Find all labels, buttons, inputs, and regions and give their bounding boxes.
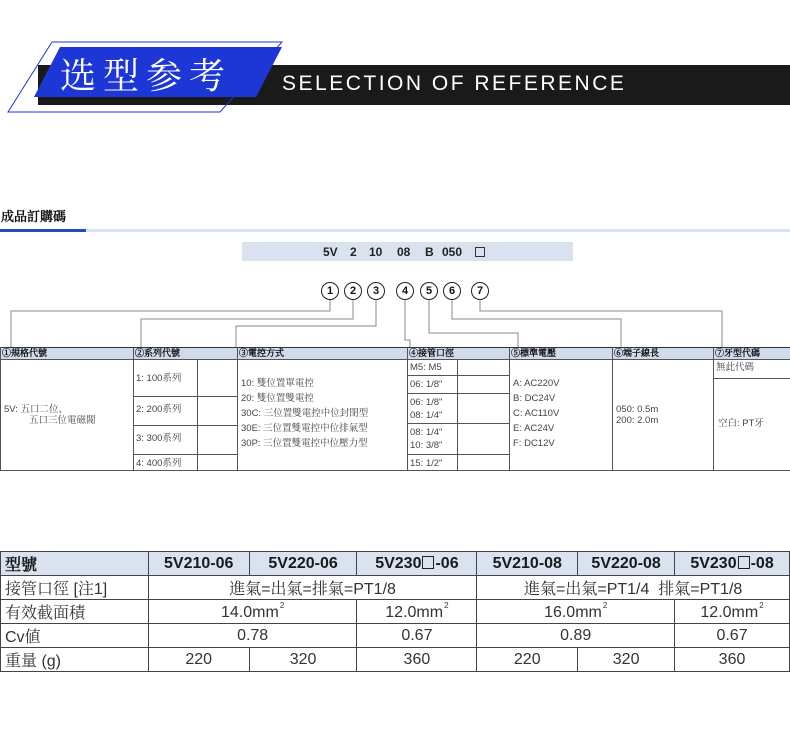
table-top-border	[0, 347, 790, 348]
col-divider	[509, 347, 510, 471]
circle-2: 2	[344, 282, 362, 300]
table-bottom-border	[0, 470, 790, 471]
connector-lines	[0, 0, 790, 350]
series-option: 4: 400系列	[136, 458, 182, 469]
port-option: 06: 1/8"	[410, 397, 443, 408]
series-option: 3: 300系列	[136, 433, 182, 444]
spec-header-5v220-08: 5V220-08	[578, 552, 675, 576]
code-token-series: 2	[350, 245, 357, 259]
port-option: 08: 1/4"	[410, 410, 443, 421]
row-divider	[407, 454, 509, 455]
cable-option: 050: 0.5m	[616, 404, 659, 415]
code-token-port: 08	[397, 245, 411, 259]
row-divider	[133, 396, 237, 397]
spec-label-port: 接管口徑 [注1]	[1, 576, 149, 600]
control-option: 20: 雙位置雙電控	[241, 393, 314, 404]
voltage-option: F: DC12V	[513, 438, 555, 449]
control-option: 10: 雙位置單電控	[241, 378, 314, 389]
thread-option: 無此代碼	[716, 362, 755, 373]
circle-5: 5	[420, 282, 438, 300]
spec-code-line-1: 5V: 五口二位、	[4, 404, 69, 415]
spec-weight-value: 220	[477, 648, 578, 672]
spec-label-area: 有效截面積	[1, 600, 149, 624]
cable-option: 200: 2.0m	[616, 415, 659, 426]
row-divider	[407, 375, 509, 376]
header-cable-length: ⑥端子線長	[612, 347, 713, 359]
banner-title-en: SELECTION OF REFERENCE	[282, 72, 627, 95]
col-divider	[0, 347, 1, 471]
spec-row-port	[1, 576, 790, 600]
spec-header-row	[1, 552, 790, 576]
circle-3: 3	[367, 282, 385, 300]
spec-table	[0, 551, 790, 672]
control-option: 30E: 三位置雙電控中位排氣型	[241, 423, 368, 434]
control-option: 30P: 三位置雙電控中位壓力型	[241, 438, 368, 449]
spec-row-area	[1, 600, 790, 624]
spec-weight-value: 360	[675, 648, 790, 672]
spec-area-value: $12.0mm^2$	[357, 600, 477, 624]
banner-title-cn: 选型参考	[60, 56, 233, 97]
circle-7: 7	[471, 282, 489, 300]
spec-cv-value: 0.67	[675, 624, 790, 648]
model-suffix: -06	[435, 554, 459, 572]
spec-label-weight: 重量 (g)	[1, 648, 149, 672]
spec-cv-value: 0.89	[477, 624, 675, 648]
code-token-series-type: 5V	[323, 245, 338, 259]
spec-header-5v230-06	[357, 552, 477, 576]
spec-area-value: $12.0mm^2$	[675, 600, 790, 624]
spec-cv-value: 0.67	[357, 624, 477, 648]
spec-area-value: $14.0mm^2$	[148, 600, 357, 624]
voltage-option: A: AC220V	[513, 378, 560, 389]
port-option: M5: M5	[410, 362, 442, 373]
spec-row-cv	[1, 624, 790, 648]
code-token-cable: 050	[442, 245, 463, 259]
spec-row-weight	[1, 648, 790, 672]
model-placeholder-square	[738, 556, 750, 569]
model-placeholder-square	[422, 556, 434, 569]
row-divider	[713, 378, 790, 379]
voltage-option: B: DC24V	[513, 393, 556, 404]
row-divider	[407, 393, 509, 394]
model-prefix: 5V230	[375, 554, 422, 572]
header-port-size: ④接管口徑	[407, 347, 509, 359]
spec-label-cv: Cv値	[1, 624, 149, 648]
port-option: 06: 1/8"	[410, 379, 443, 390]
code-token-voltage: B	[425, 245, 434, 259]
section-title: 成品訂購碼	[1, 210, 67, 225]
code-token-control: 10	[369, 245, 383, 259]
spec-header-5v210-06: 5V210-06	[148, 552, 249, 576]
col-divider	[612, 347, 613, 471]
model-prefix: 5V230	[690, 554, 737, 572]
col-divider	[237, 347, 238, 471]
circle-4: 4	[396, 282, 414, 300]
spec-header-5v220-06: 5V220-06	[249, 552, 357, 576]
header-spec-code: ①規格代號	[0, 347, 133, 359]
thread-option: 空白: PT牙	[718, 418, 764, 429]
spec-cv-value: 0.78	[148, 624, 357, 648]
col-divider	[407, 347, 408, 471]
voltage-option: C: AC110V	[513, 408, 560, 419]
spec-area-value: $16.0mm^2$	[477, 600, 675, 624]
spec-header-5v210-08: 5V210-08	[477, 552, 578, 576]
header-bottom-border	[0, 359, 790, 360]
row-divider	[133, 454, 237, 455]
control-option: 30C: 三位置雙電控中位封閉型	[241, 408, 369, 419]
col-divider	[713, 347, 714, 471]
header-thread-code: ⑦牙型代碼	[713, 347, 790, 359]
col-divider	[133, 347, 134, 471]
model-suffix: -08	[750, 554, 774, 572]
series-option: 1: 100系列	[136, 373, 182, 384]
circle-1: 1	[321, 282, 339, 300]
row-divider	[133, 425, 237, 426]
header-series-code: ②系列代號	[133, 347, 237, 359]
spec-header-model: 型號	[1, 552, 149, 576]
row-divider	[407, 423, 509, 424]
circle-6: 6	[443, 282, 461, 300]
spec-weight-value: 320	[249, 648, 357, 672]
spec-weight-value: 360	[357, 648, 477, 672]
header-control-method: ③電控方式	[237, 347, 407, 359]
port-option: 08: 1/4"	[410, 427, 443, 438]
port-option: 15: 1/2"	[410, 458, 443, 469]
series-option: 2: 200系列	[136, 404, 182, 415]
port-option: 10: 3/8"	[410, 440, 443, 451]
spec-weight-value: 320	[578, 648, 675, 672]
voltage-option: E: AC24V	[513, 423, 555, 434]
spec-header-5v230-08	[675, 552, 790, 576]
spec-port-06: 進氣=出氣=排氣=PT1/8	[148, 576, 477, 600]
spec-weight-value: 220	[148, 648, 249, 672]
spec-code-line-2: 五口三位電磁閥	[29, 415, 96, 426]
header-voltage: ⑤標準電壓	[509, 347, 612, 359]
spec-port-08: 進氣=出氣=PT1/4 排氣=PT1/8	[477, 576, 790, 600]
